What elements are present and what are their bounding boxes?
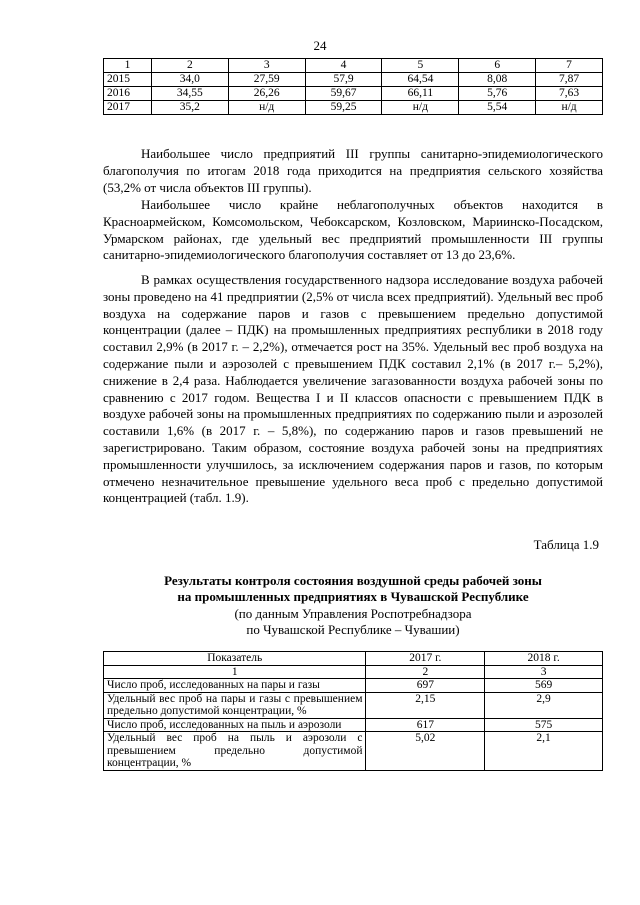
table-cell: 3 — [485, 665, 603, 679]
table-cell: 27,59 — [228, 73, 305, 87]
table-cell: 2016 — [104, 87, 152, 101]
table-row — [104, 679, 603, 693]
table-cell: 4 — [305, 59, 382, 73]
column-header: 2018 г. — [485, 652, 603, 666]
top-table — [103, 58, 603, 115]
paragraph-block — [103, 197, 603, 264]
table-cell: 575 — [485, 718, 603, 732]
table-row — [104, 101, 603, 115]
paragraph: В рамках осуществления государственного надзора исследование воздуха рабочей зоны проведено на 41 предприятии (2,5% от числа всех предприятий). Удельный вес проб воздуха на содержание паров и газов с превышением предельно допустимой концентрации (далее – ПДК) на промышленных предприятиях республики в 2018 году составил 2,9% (в 2017 г. – 2,2%), отмечается рост на 35%. Удельный вес проб воздуха на содержание пыли и аэрозолей с превышением ПДК составил 2,1% (в 2017 г.– 5,2%), снижение в 2,4 раза. Наблюдается увеличение загазованности воздуха рабочей зоны по сравнению с 2017 годом. Вещества I и II классов опасности с превышением ПДК в воздухе рабочей зоны на промышленных предприятиях по содержанию пыли и аэрозолей составили 1,6% (в 2017 г. – 5,8%), по содержанию паров и газов превышений не зарегистрировано. Таким образом, состояние воздуха рабочей зоны на предприятиях промышленности улучшилось, за исключением содержания паров и газов, по которым отмечено незначительное превышение удельного веса проб с предельно допустимой концентрацией (табл. 1.9). — [103, 272, 603, 506]
table-header-row — [104, 652, 603, 666]
table-cell: 26,26 — [228, 87, 305, 101]
table-cell: 5 — [382, 59, 459, 73]
table-row — [104, 718, 603, 732]
table-cell: 8,08 — [459, 73, 536, 87]
paragraph-block — [103, 272, 603, 507]
table-cell: 59,25 — [305, 101, 382, 115]
column-number-row — [104, 665, 603, 679]
table-cell: 2,9 — [485, 692, 603, 718]
results-table — [103, 651, 603, 771]
table-cell: 7,87 — [536, 73, 603, 87]
table-cell: 34,0 — [151, 73, 228, 87]
table-cell: 6 — [459, 59, 536, 73]
table-header-row — [104, 59, 603, 73]
table-cell: 697 — [366, 679, 485, 693]
column-header: 2017 г. — [366, 652, 485, 666]
table-cell: 2017 — [104, 101, 152, 115]
table-cell: Удельный вес проб на пыль и аэрозоли с превышением предельно допустимой концентрации, % — [104, 732, 366, 771]
paragraph: Наибольшее число крайне неблагополучных объектов находится в Красноармейском, Комсомольском, Чебоксарском, Козловском, Мариинско-Посадском, Урмарском районах, где удельный вес предприятий промышленности III группы санитарно-эпидемиологического благополучия составляет от 13 до 23,6%. — [103, 197, 603, 263]
table-cell: н/д — [382, 101, 459, 115]
table-cell: 5,76 — [459, 87, 536, 101]
table-cell: 7,63 — [536, 87, 603, 101]
table-cell: 3 — [228, 59, 305, 73]
table-cell: 5,54 — [459, 101, 536, 115]
table-cell: 35,2 — [151, 101, 228, 115]
table-cell: н/д — [536, 101, 603, 115]
table-caption-title: на промышленных предприятиях в Чувашской Республике — [177, 589, 529, 604]
table-row — [104, 87, 603, 101]
table-cell: Число проб, исследованных на пыль и аэрозоли — [104, 718, 366, 732]
table-cell: 5,02 — [366, 732, 485, 771]
table-cell: 2,1 — [485, 732, 603, 771]
table-cell: 59,67 — [305, 87, 382, 101]
table-cell: н/д — [228, 101, 305, 115]
table-cell: 2015 — [104, 73, 152, 87]
table-cell: 617 — [366, 718, 485, 732]
table-cell: Число проб, исследованных на пары и газы — [104, 679, 366, 693]
table-cell: 2 — [151, 59, 228, 73]
table-cell: Удельный вес проб на пары и газы с превышением предельно допустимой концентрации, % — [104, 692, 366, 718]
page-number: 24 — [313, 38, 327, 53]
table-caption-title: Результаты контроля состояния воздушной среды рабочей зоны — [164, 573, 542, 588]
column-header: Показатель — [104, 652, 366, 666]
paragraph-block — [103, 146, 603, 196]
table-cell: 7 — [536, 59, 603, 73]
table-cell: 2 — [366, 665, 485, 679]
table-cell: 64,54 — [382, 73, 459, 87]
table-cell: 1 — [104, 59, 152, 73]
table-label: Таблица 1.9 — [533, 537, 599, 552]
table-caption-source: (по данным Управления Роспотребнадзора — [234, 606, 472, 621]
table-cell: 2,15 — [366, 692, 485, 718]
table-row — [104, 692, 603, 718]
table-row — [104, 732, 603, 771]
table-cell: 66,11 — [382, 87, 459, 101]
table-cell: 34,55 — [151, 87, 228, 101]
table-caption-source: по Чувашской Республике – Чувашии) — [246, 622, 460, 637]
table-cell: 57,9 — [305, 73, 382, 87]
paragraph: Наибольшее число предприятий III группы санитарно-эпидемиологического благополучия по итогам 2018 года приходится на предприятия сельского хозяйства (53,2% от числа объектов III группы). — [103, 146, 603, 195]
table-row — [104, 73, 603, 87]
table-cell: 569 — [485, 679, 603, 693]
table-cell: 1 — [104, 665, 366, 679]
